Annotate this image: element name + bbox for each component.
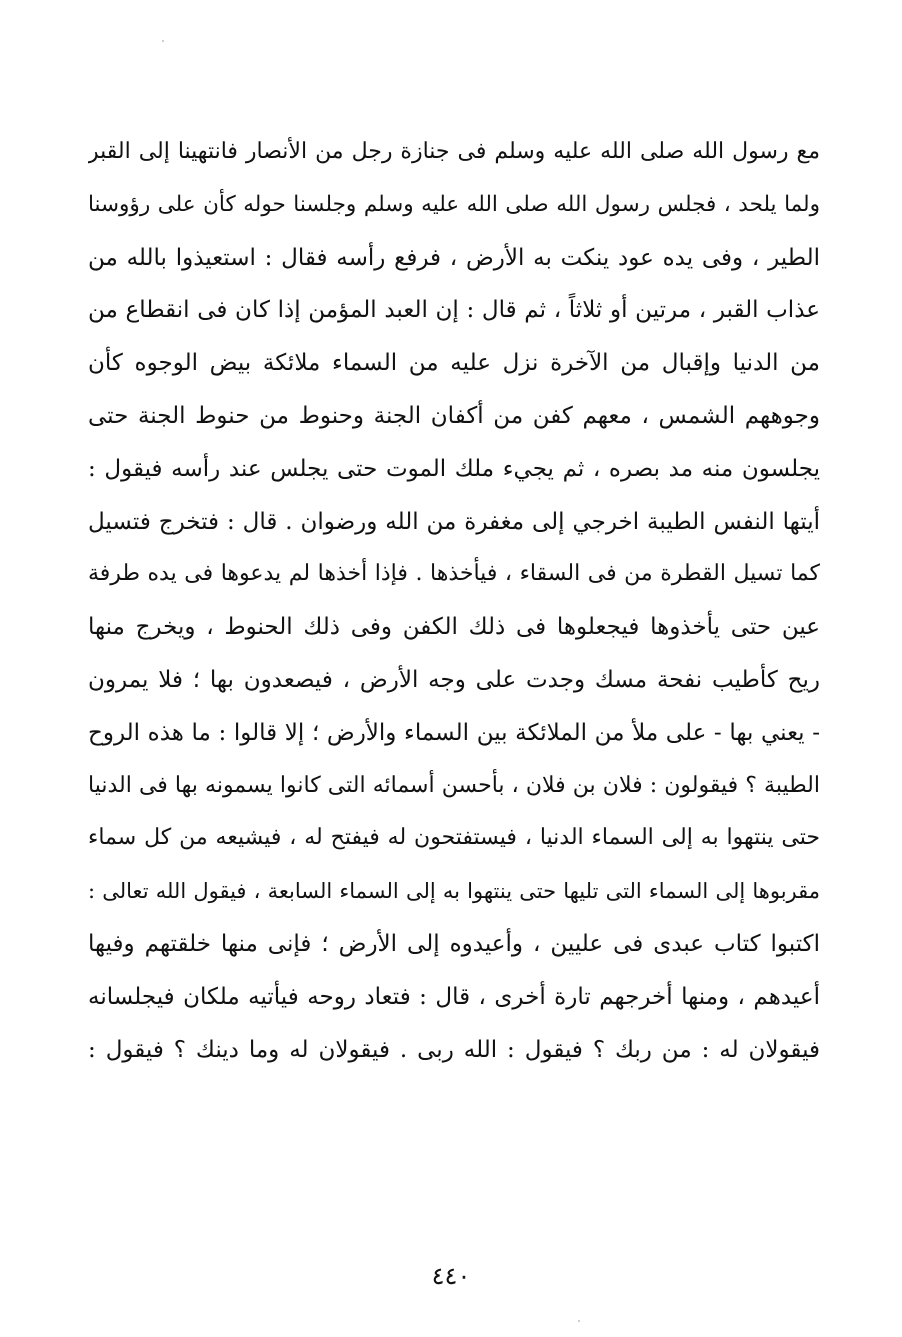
paper-speck [578, 1320, 580, 1322]
text-line-8: أيتها النفس الطيبة اخرجي إلى مغفرة من الله ورضوان . قال : فتخرج فتسيل [88, 508, 820, 535]
text-line-6: وجوههم الشمس ، معهم كفن من أكفان الجنة وحنوط من حنوط الجنة حتى [88, 402, 820, 429]
text-line-16: اكتبوا كتاب عبدى فى عليين ، وأعيدوه إلى الأرض ؛ فإنى منها خلقتهم وفيها [88, 930, 820, 957]
text-line-12: - يعني بها - على ملأ من الملائكة بين السماء والأرض ؛ إلا قالوا : ما هذه الروح [88, 719, 820, 746]
body-text [88, 126, 820, 1076]
text-line-17: أعيدهم ، ومنها أخرجهم تارة أخرى ، قال : فتعاد روحه فيأتيه ملكان فيجلسانه [88, 983, 820, 1010]
text-line-9: كما تسيل القطرة من فى السقاء ، فيأخذها . فإذا أخذها لم يدعوها فى يده طرفة [88, 561, 820, 587]
paper-speck [162, 40, 164, 42]
text-line-14: حتى ينتهوا به إلى السماء الدنيا ، فيستفتحون له فيفتح له ، فيشيعه من كل سماء [88, 825, 820, 851]
text-line-3: الطير ، وفى يده عود ينكت به الأرض ، فرفع رأسه فقال : استعيذوا بالله من [88, 244, 820, 271]
text-line-18: فيقولان له : من ربك ؟ فيقول : الله ربى . فيقولان له وما دينك ؟ فيقول : [88, 1036, 820, 1063]
text-line-13: الطيبة ؟ فيقولون : فلان بن فلان ، بأحسن أسمائه التى كانوا يسمونه بها فى الدنيا [88, 772, 820, 798]
page-number: ٤٤٠ [431, 1262, 471, 1290]
text-line-4: عذاب القبر ، مرتين أو ثلاثاً ، ثم قال : إن العبد المؤمن إذا كان فى انقطاع من [88, 297, 820, 324]
text-line-15: مقربوها إلى السماء التى تليها حتى ينتهوا به إلى السماء السابعة ، فيقول الله تعالى : [88, 879, 820, 904]
text-line-7: يجلسون منه مد بصره ، ثم يجيء ملك الموت حتى يجلس عند رأسه فيقول : [88, 455, 820, 482]
text-line-10: عين حتى يأخذوها فيجعلوها فى ذلك الكفن وفى ذلك الحنوط ، ويخرج منها [88, 614, 820, 641]
text-line-1: مع رسول الله صلى الله عليه وسلم فى جنازة رجل من الأنصار فانتهينا إلى القبر [88, 139, 820, 164]
text-line-11: ريح كأطيب نفحة مسك وجدت على وجه الأرض ، فيصعدون بها ؛ فلا يمرون [88, 666, 820, 693]
text-line-2: ولما يلحد ، فجلس رسول الله صلى الله عليه وسلم وجلسنا حوله كأن على رؤوسنا [88, 191, 820, 217]
text-line-5: من الدنيا وإقبال من الآخرة نزل عليه من السماء ملائكة بيض الوجوه كأن [88, 350, 820, 377]
